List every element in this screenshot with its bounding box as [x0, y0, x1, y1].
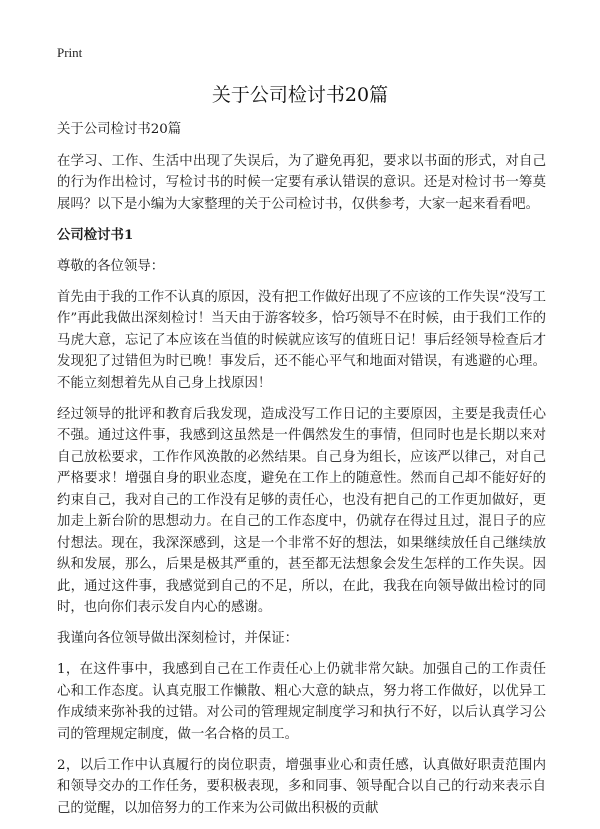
- document-subtitle: 关于公司检讨书20篇: [57, 122, 182, 137]
- body-paragraph: 1，在这件事中，我感到自己在工作责任心上仍就非常欠缺。加强自己的工作责任心和工作态度。认真克服工作懒散、粗心大意的缺点，努力将工作做好，以优异工作成绩来弥补我的过错。对公司的管理规定制度学习和执行不好，以后认真学习公司的管理规定制度，做一名合格的员工。: [57, 662, 546, 742]
- body-paragraph: 我谨向各位领导做出深刻检讨，并保证：: [57, 631, 299, 646]
- intro-paragraph: 在学习、工作、生活中出现了失误后，为了避免再犯，要求以书面的形式，对自己的行为作出检讨，写检讨书的时候一定要有承认错误的意识。还是对检讨书一筹莫展吗？以下是小编为大家整理的关于公司检讨书，仅供参考，大家一起来看看吧。: [57, 153, 546, 212]
- document-title: 关于公司检讨书20篇: [211, 84, 389, 106]
- print-link[interactable]: Print: [57, 45, 83, 60]
- section-heading: 公司检讨书1: [57, 226, 134, 243]
- body-paragraph: 首先由于我的工作不认真的原因，没有把工作做好出现了不应该的工作失误“没写工作”再此我做出深刻检讨！当天由于游客较多，恰巧领导不在时候，由于我们工作的马虎大意，忘记了本应该在当值的时候就应该写的值班日记！事后经领导检查后才发现犯了过错但为时已晚！事发后，还不能心平气和地面对错误，有逃避的心理。不能立刻想着先从自己身上找原因！: [57, 289, 546, 391]
- body-paragraph: 2，以后工作中认真履行的岗位职责，增强事业心和责任感，认真做好职责范围内和领导交办的工作任务，要积极表现，多和同事、领导配合以自己的行动来表示自己的觉醒，以加倍努力的工作来为公司做出积极的贡献: [57, 757, 546, 816]
- body-paragraph: 经过领导的批评和教育后我发现，造成没写工作日记的主要原因，主要是我责任心不强。通过这件事，我感到这虽然是一件偶然发生的事情，但同时也是长期以来对自己放松要求，工作作风涣散的必然结果。自己身为组长，应该严以律己，对自己严格要求！增强自身的职业态度，避免在工作上的随意性。然而自己却不能好好的约束自己，我对自己的工作没有足够的责任心，也没有把自己的工作更加做好，更加走上新台阶的思想动力。在自己的工作态度中，仍就存在得过且过，混日子的应付想法。现在，我深深感到，这是一个非常不好的想法，如果继续放任自己继续放纵和发展，那么，后果是极其严重的，甚至都无法想象会发生怎样的工作失误。因此，通过这件事，我感觉到自己的不足，所以，在此，我我在向领导做出检讨的同时，也向你们表示发自内心的感谢。: [57, 406, 546, 615]
- salutation: 尊敬的各位领导：: [57, 258, 165, 274]
- document-body: [57, 119, 546, 829]
